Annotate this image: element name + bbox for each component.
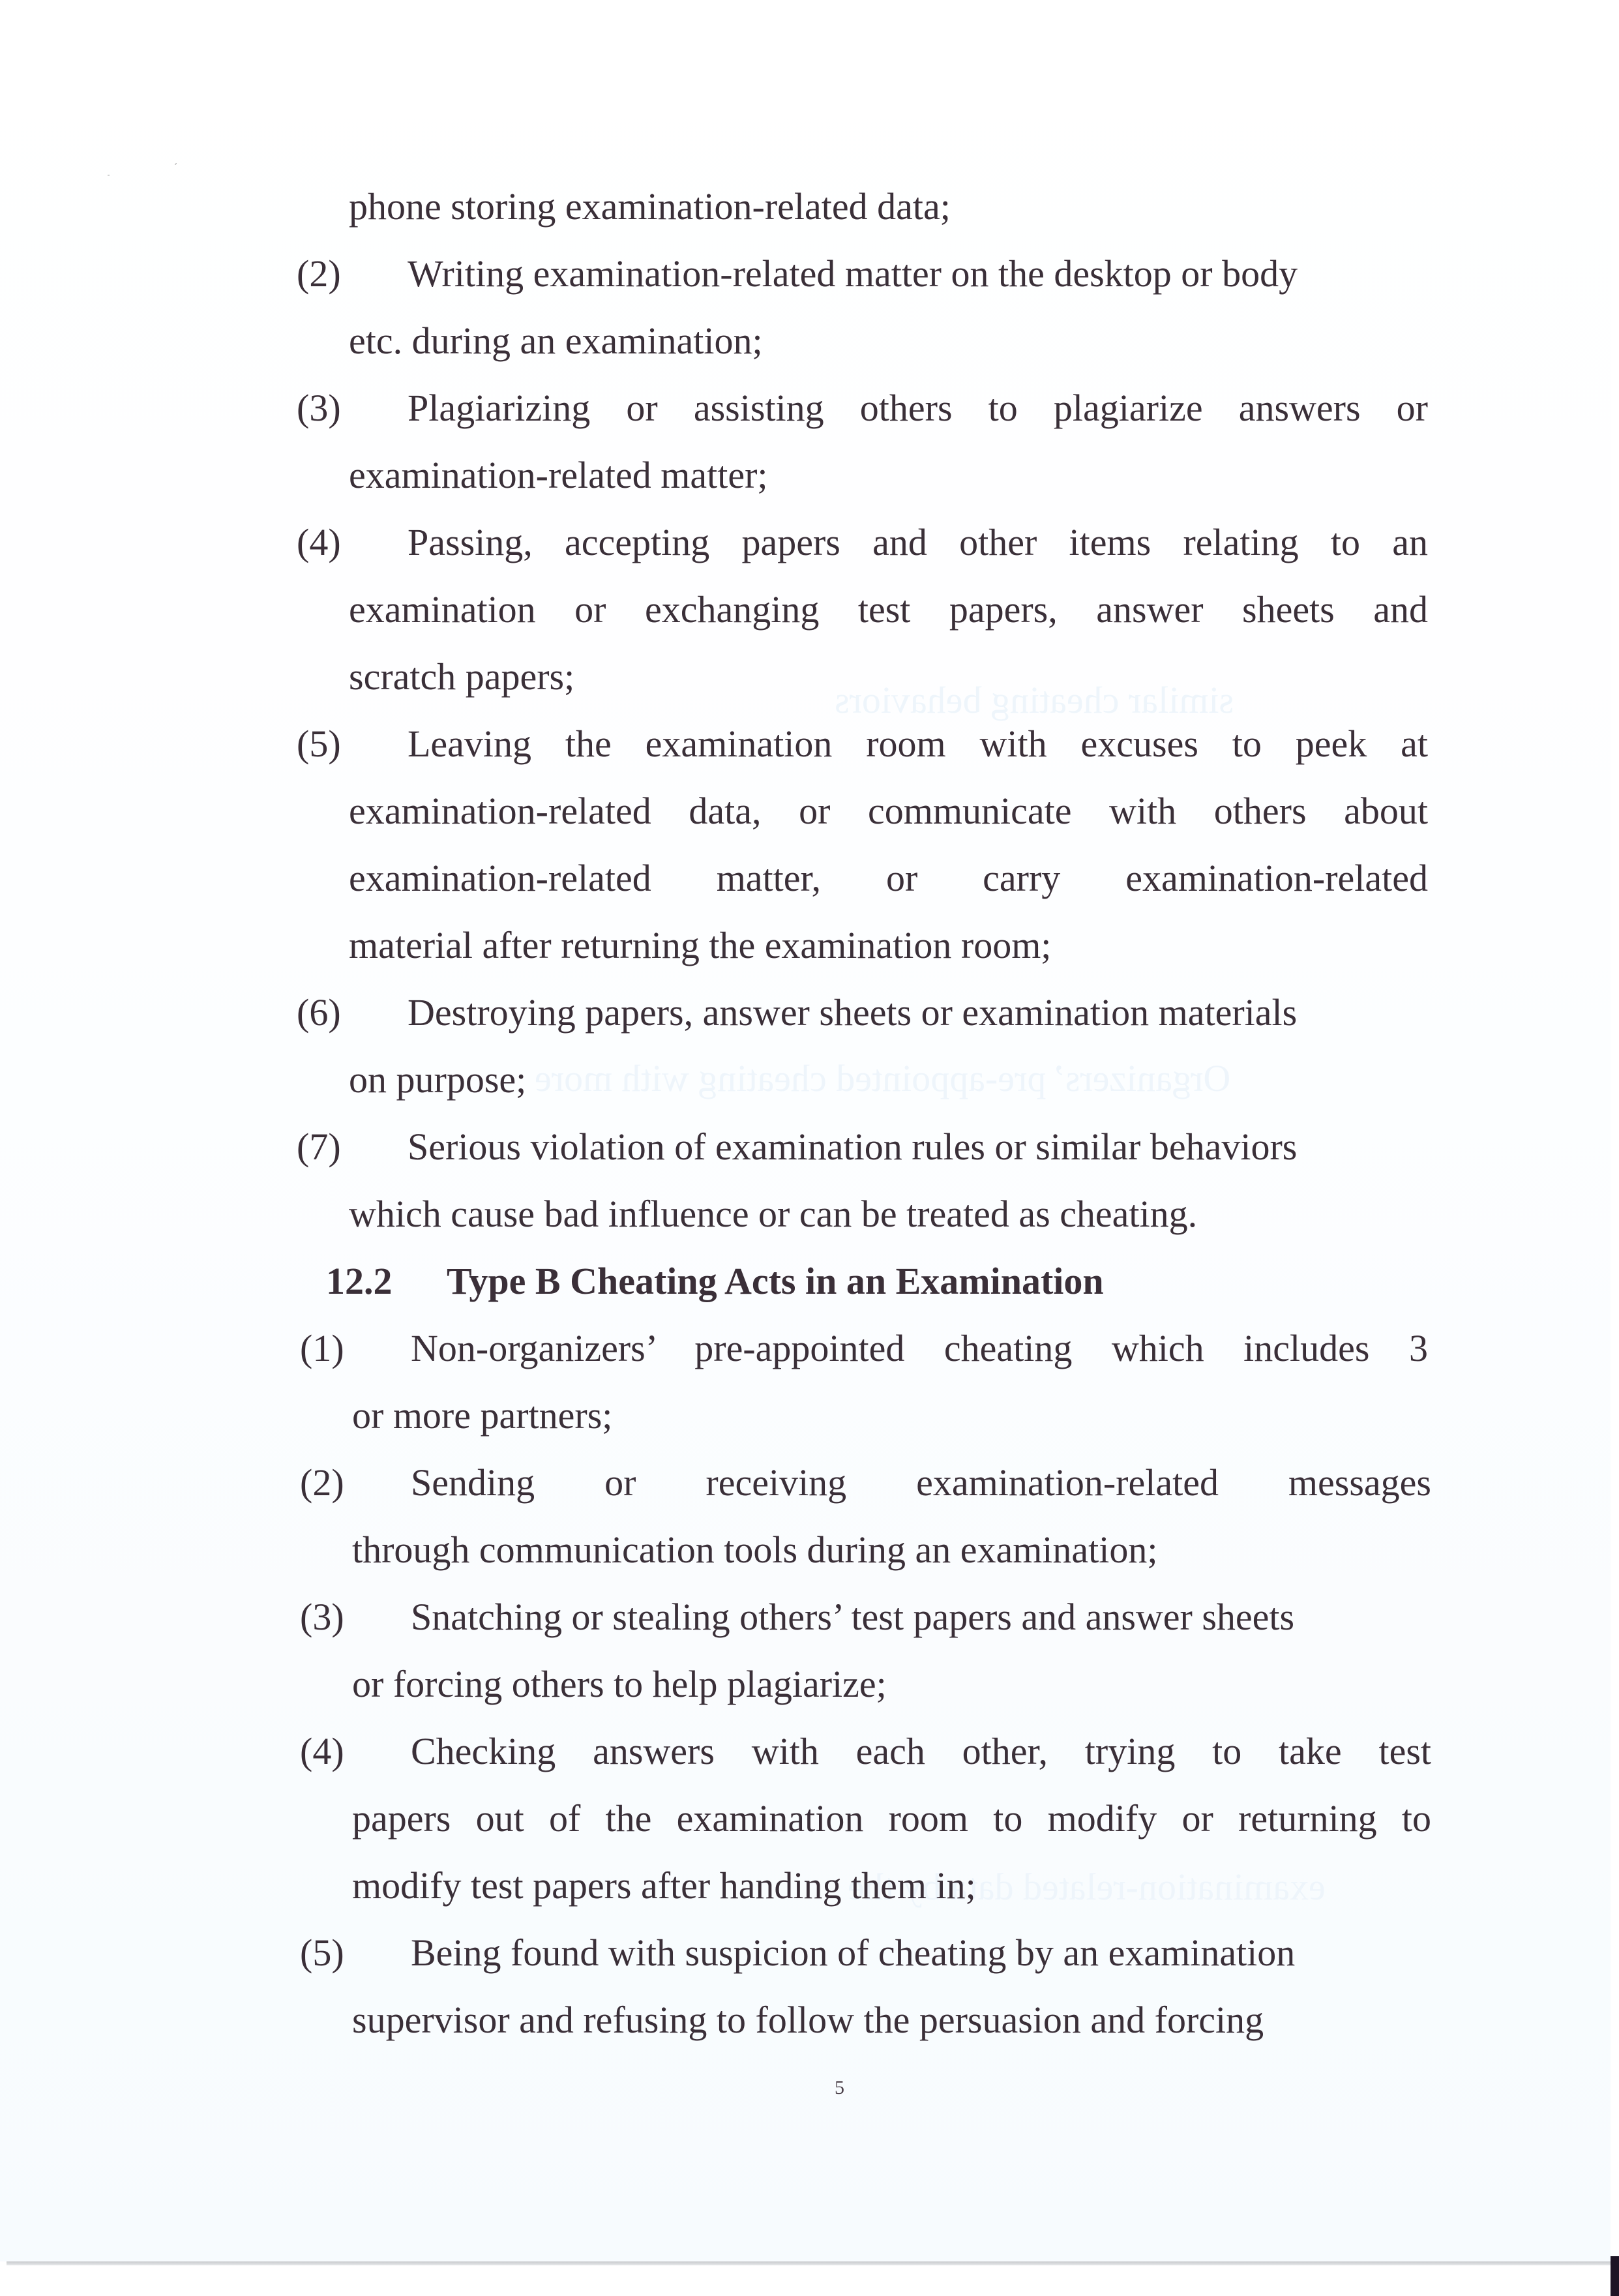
bleed-through-text: similar cheating behaviors: [835, 679, 1234, 721]
item-number: (1): [300, 1327, 344, 1369]
item-text-line: papers out of the examination room to modify or returning to: [352, 1797, 1431, 1840]
item-text-line: Sending or receiving examination-related messages: [411, 1461, 1431, 1504]
item-text-line: or more partners;: [352, 1394, 613, 1437]
item-text-line: examination or exchanging test papers, answer sheets and: [349, 588, 1428, 631]
item-number: (2): [300, 1461, 344, 1504]
item-number: (3): [300, 1596, 344, 1638]
item-text-line: on purpose;: [349, 1058, 527, 1101]
item-text-line: Passing, accepting papers and other items relating to an: [408, 521, 1428, 563]
scanner-corner: [1611, 2256, 1619, 2296]
item-text-line: or forcing others to help plagiarize;: [352, 1663, 887, 1705]
bleed-through-text: Organizers’ pre-appointed cheating with more: [535, 1057, 1231, 1099]
item-text-line: Plagiarizing or assisting others to plagiarize answers or: [408, 387, 1428, 429]
item-number: (2): [297, 252, 341, 295]
bleed-through-text: examination-related data by the: [848, 1866, 1326, 1908]
item-text-line: examination-related data, or communicate with others about: [349, 790, 1428, 832]
page-number: 5: [835, 2077, 844, 2098]
item-number: (5): [297, 723, 341, 765]
item-text-line: supervisor and refusing to follow the persuasion and forcing: [352, 1999, 1264, 2041]
item-text-line: scratch papers;: [349, 655, 575, 698]
item-text-line: Snatching or stealing others’ test papers and answer sheets: [411, 1596, 1295, 1638]
item-text-line: Writing examination-related matter on the desktop or body: [408, 252, 1298, 295]
item-text-line: examination-related matter, or carry examination-related: [349, 857, 1428, 899]
page-edge-shadow: [7, 2261, 1611, 2265]
item-text-line: Being found with suspicion of cheating by an examination: [411, 1931, 1296, 1974]
item-number: (5): [300, 1931, 344, 1974]
section-title: Type B Cheating Acts in an Examination: [447, 1260, 1104, 1302]
item-text-line: Leaving the examination room with excuses to peek at: [408, 723, 1428, 765]
item-text-line: modify test papers after handing them in;: [352, 1864, 976, 1907]
item-text-line: etc. during an examination;: [349, 320, 763, 362]
continuation-line: phone storing examination-related data;: [349, 185, 951, 228]
item-text-line: Destroying papers, answer sheets or examination materials: [408, 991, 1298, 1034]
item-number: (6): [297, 991, 341, 1034]
item-text-line: which cause bad influence or can be treated as cheating.: [349, 1193, 1198, 1235]
item-text-line: examination-related matter;: [349, 454, 768, 496]
item-text-line: Checking answers with each other, trying to take test: [411, 1730, 1431, 1772]
item-number: (4): [300, 1730, 344, 1772]
item-text-line: Non-organizers’ pre-appointed cheating which includes 3: [411, 1327, 1428, 1369]
item-text-line: material after returning the examination room;: [349, 924, 1052, 966]
item-text-line: through communication tools during an examination;: [352, 1528, 1158, 1571]
item-number: (3): [297, 387, 341, 429]
item-number: (7): [297, 1126, 341, 1168]
item-number: (4): [297, 521, 341, 563]
item-text-line: Serious violation of examination rules or similar behaviors: [408, 1126, 1298, 1168]
section-number: 12.2: [326, 1260, 393, 1302]
scan-dust-mark: [175, 163, 177, 165]
